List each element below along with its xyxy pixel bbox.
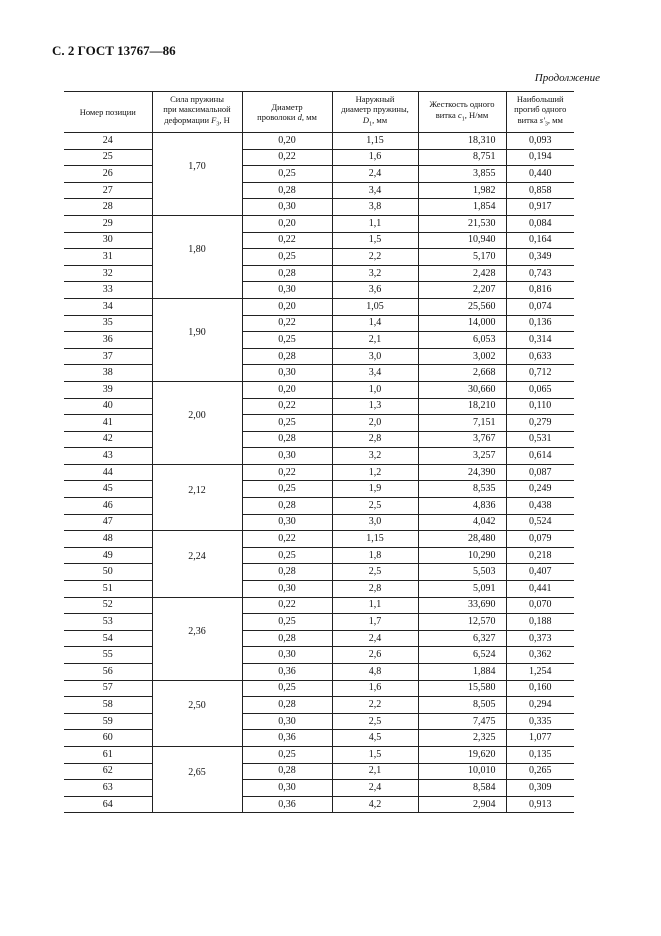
- coil-stiffness-cell: 3,855: [418, 166, 506, 183]
- coil-stiffness-cell: 5,170: [418, 249, 506, 266]
- coil-stiffness-cell: 10,010: [418, 763, 506, 780]
- coil-stiffness-cell: 14,000: [418, 315, 506, 332]
- outer-diameter-cell: 1,5: [332, 232, 418, 249]
- table-row: [64, 796, 574, 813]
- wire-diameter-cell: 0,36: [242, 796, 332, 813]
- max-deflection-cell: 0,816: [506, 282, 574, 299]
- coil-stiffness-cell: 10,940: [418, 232, 506, 249]
- outer-diameter-cell: 1,8: [332, 547, 418, 564]
- position-number-cell: 60: [64, 730, 152, 747]
- wire-diameter-cell: 0,20: [242, 133, 332, 150]
- table-row: [64, 680, 574, 697]
- table-row: [64, 415, 574, 432]
- wire-diameter-cell: 0,25: [242, 249, 332, 266]
- header-position-number: Номер позиции: [64, 92, 152, 133]
- max-deflection-cell: 0,070: [506, 597, 574, 614]
- position-number-cell: 28: [64, 199, 152, 216]
- spring-force-cell: 2,36: [152, 597, 242, 680]
- coil-stiffness-cell: 1,854: [418, 199, 506, 216]
- max-deflection-cell: 0,373: [506, 630, 574, 647]
- max-deflection-cell: 0,194: [506, 149, 574, 166]
- outer-diameter-cell: 2,5: [332, 713, 418, 730]
- max-deflection-cell: 0,314: [506, 332, 574, 349]
- coil-stiffness-cell: 28,480: [418, 531, 506, 548]
- table-row: [64, 265, 574, 282]
- outer-diameter-cell: 2,8: [332, 431, 418, 448]
- coil-stiffness-cell: 8,535: [418, 481, 506, 498]
- position-number-cell: 54: [64, 630, 152, 647]
- header-wire-diameter: Диаметр проволоки d, мм: [242, 92, 332, 133]
- table-row: [64, 630, 574, 647]
- position-number-cell: 26: [64, 166, 152, 183]
- coil-stiffness-cell: 33,690: [418, 597, 506, 614]
- outer-diameter-cell: 3,2: [332, 448, 418, 465]
- max-deflection-cell: 1,254: [506, 664, 574, 681]
- max-deflection-cell: 0,079: [506, 531, 574, 548]
- coil-stiffness-cell: 3,002: [418, 348, 506, 365]
- position-number-cell: 59: [64, 713, 152, 730]
- max-deflection-cell: 0,633: [506, 348, 574, 365]
- header-outer-diameter: Наружный диаметр пружины, $D_1$, мм: [332, 92, 418, 133]
- wire-diameter-cell: 0,28: [242, 564, 332, 581]
- outer-diameter-cell: 2,0: [332, 415, 418, 432]
- max-deflection-cell: 0,135: [506, 746, 574, 763]
- coil-stiffness-cell: 18,310: [418, 133, 506, 150]
- table-row: [64, 514, 574, 531]
- position-number-cell: 27: [64, 182, 152, 199]
- table-row: [64, 481, 574, 498]
- position-number-cell: 25: [64, 149, 152, 166]
- continuation-label: Продолжение: [534, 72, 600, 84]
- wire-diameter-cell: 0,25: [242, 415, 332, 432]
- wire-diameter-cell: 0,28: [242, 697, 332, 714]
- table-row: [64, 581, 574, 598]
- wire-diameter-cell: 0,36: [242, 730, 332, 747]
- wire-diameter-cell: 0,22: [242, 398, 332, 415]
- outer-diameter-cell: 1,4: [332, 315, 418, 332]
- outer-diameter-cell: 1,0: [332, 381, 418, 398]
- coil-stiffness-cell: 10,290: [418, 547, 506, 564]
- table-row: [64, 348, 574, 365]
- spring-force-cell: 1,90: [152, 298, 242, 381]
- outer-diameter-cell: 1,9: [332, 481, 418, 498]
- coil-stiffness-cell: 6,524: [418, 647, 506, 664]
- wire-diameter-cell: 0,30: [242, 713, 332, 730]
- table-row: [64, 498, 574, 515]
- max-deflection-cell: 0,531: [506, 431, 574, 448]
- position-number-cell: 64: [64, 796, 152, 813]
- spring-force-cell: 1,70: [152, 133, 242, 216]
- outer-diameter-cell: 1,05: [332, 298, 418, 315]
- max-deflection-cell: 0,441: [506, 581, 574, 598]
- coil-stiffness-cell: 7,151: [418, 415, 506, 432]
- table-row: [64, 730, 574, 747]
- max-deflection-cell: 0,913: [506, 796, 574, 813]
- position-number-cell: 31: [64, 249, 152, 266]
- coil-stiffness-cell: 25,560: [418, 298, 506, 315]
- table-row: [64, 133, 574, 150]
- max-deflection-cell: 0,110: [506, 398, 574, 415]
- coil-stiffness-cell: 15,580: [418, 680, 506, 697]
- outer-diameter-cell: 2,2: [332, 697, 418, 714]
- coil-stiffness-cell: 3,767: [418, 431, 506, 448]
- max-deflection-cell: 0,438: [506, 498, 574, 515]
- header-max-deflection: Наибольший прогиб одного витка $s'_3$, мм: [506, 92, 574, 133]
- wire-diameter-cell: 0,25: [242, 166, 332, 183]
- wire-diameter-cell: 0,28: [242, 265, 332, 282]
- table-row: [64, 431, 574, 448]
- max-deflection-cell: 0,084: [506, 215, 574, 232]
- wire-diameter-cell: 0,20: [242, 381, 332, 398]
- table-row: [64, 780, 574, 797]
- coil-stiffness-cell: 2,428: [418, 265, 506, 282]
- outer-diameter-cell: 2,8: [332, 581, 418, 598]
- outer-diameter-cell: 3,2: [332, 265, 418, 282]
- wire-diameter-cell: 0,30: [242, 282, 332, 299]
- max-deflection-cell: 0,249: [506, 481, 574, 498]
- spring-force-cell: 2,00: [152, 381, 242, 464]
- outer-diameter-cell: 2,4: [332, 780, 418, 797]
- max-deflection-cell: 0,309: [506, 780, 574, 797]
- spring-force-cell: 2,24: [152, 531, 242, 597]
- outer-diameter-cell: 4,8: [332, 664, 418, 681]
- outer-diameter-cell: 1,15: [332, 133, 418, 150]
- position-number-cell: 34: [64, 298, 152, 315]
- coil-stiffness-cell: 1,982: [418, 182, 506, 199]
- wire-diameter-cell: 0,22: [242, 464, 332, 481]
- coil-stiffness-cell: 7,475: [418, 713, 506, 730]
- table-row: [64, 597, 574, 614]
- max-deflection-cell: 0,087: [506, 464, 574, 481]
- coil-stiffness-cell: 12,570: [418, 614, 506, 631]
- coil-stiffness-cell: 24,390: [418, 464, 506, 481]
- coil-stiffness-cell: 30,660: [418, 381, 506, 398]
- position-number-cell: 52: [64, 597, 152, 614]
- max-deflection-cell: 0,917: [506, 199, 574, 216]
- table-row: [64, 464, 574, 481]
- position-number-cell: 45: [64, 481, 152, 498]
- outer-diameter-cell: 1,2: [332, 464, 418, 481]
- wire-diameter-cell: 0,30: [242, 647, 332, 664]
- table-row: [64, 763, 574, 780]
- wire-diameter-cell: 0,25: [242, 746, 332, 763]
- position-number-cell: 42: [64, 431, 152, 448]
- outer-diameter-cell: 2,5: [332, 498, 418, 515]
- wire-diameter-cell: 0,30: [242, 581, 332, 598]
- position-number-cell: 44: [64, 464, 152, 481]
- max-deflection-cell: 0,524: [506, 514, 574, 531]
- max-deflection-cell: 0,743: [506, 265, 574, 282]
- coil-stiffness-cell: 8,505: [418, 697, 506, 714]
- table-row: [64, 713, 574, 730]
- wire-diameter-cell: 0,25: [242, 332, 332, 349]
- outer-diameter-cell: 3,0: [332, 514, 418, 531]
- table-row: [64, 149, 574, 166]
- position-number-cell: 37: [64, 348, 152, 365]
- wire-diameter-cell: 0,25: [242, 614, 332, 631]
- outer-diameter-cell: 3,4: [332, 182, 418, 199]
- wire-diameter-cell: 0,28: [242, 348, 332, 365]
- position-number-cell: 32: [64, 265, 152, 282]
- table-row: [64, 315, 574, 332]
- outer-diameter-cell: 4,2: [332, 796, 418, 813]
- outer-diameter-cell: 2,2: [332, 249, 418, 266]
- max-deflection-cell: 0,093: [506, 133, 574, 150]
- position-number-cell: 29: [64, 215, 152, 232]
- table-body: [64, 133, 574, 813]
- outer-diameter-cell: 3,6: [332, 282, 418, 299]
- max-deflection-cell: 1,077: [506, 730, 574, 747]
- max-deflection-cell: 0,160: [506, 680, 574, 697]
- position-number-cell: 55: [64, 647, 152, 664]
- coil-stiffness-cell: 6,053: [418, 332, 506, 349]
- wire-diameter-cell: 0,28: [242, 763, 332, 780]
- outer-diameter-cell: 1,6: [332, 149, 418, 166]
- table-row: [64, 249, 574, 266]
- outer-diameter-cell: 3,8: [332, 199, 418, 216]
- wire-diameter-cell: 0,20: [242, 298, 332, 315]
- wire-diameter-cell: 0,30: [242, 365, 332, 382]
- table-row: [64, 365, 574, 382]
- wire-diameter-cell: 0,22: [242, 597, 332, 614]
- outer-diameter-cell: 2,4: [332, 630, 418, 647]
- outer-diameter-cell: 2,6: [332, 647, 418, 664]
- position-number-cell: 49: [64, 547, 152, 564]
- outer-diameter-cell: 3,4: [332, 365, 418, 382]
- position-number-cell: 36: [64, 332, 152, 349]
- outer-diameter-cell: 3,0: [332, 348, 418, 365]
- spring-force-cell: 2,65: [152, 746, 242, 812]
- coil-stiffness-cell: 3,257: [418, 448, 506, 465]
- table-row: [64, 215, 574, 232]
- position-number-cell: 57: [64, 680, 152, 697]
- spring-force-cell: 1,80: [152, 215, 242, 298]
- table-row: [64, 547, 574, 564]
- outer-diameter-cell: 2,1: [332, 332, 418, 349]
- outer-diameter-cell: 2,5: [332, 564, 418, 581]
- wire-diameter-cell: 0,28: [242, 630, 332, 647]
- max-deflection-cell: 0,074: [506, 298, 574, 315]
- coil-stiffness-cell: 4,042: [418, 514, 506, 531]
- position-number-cell: 46: [64, 498, 152, 515]
- position-number-cell: 24: [64, 133, 152, 150]
- coil-stiffness-cell: 2,207: [418, 282, 506, 299]
- outer-diameter-cell: 1,1: [332, 215, 418, 232]
- position-number-cell: 40: [64, 398, 152, 415]
- outer-diameter-cell: 1,6: [332, 680, 418, 697]
- table-row: [64, 697, 574, 714]
- position-number-cell: 53: [64, 614, 152, 631]
- wire-diameter-cell: 0,28: [242, 431, 332, 448]
- max-deflection-cell: 0,440: [506, 166, 574, 183]
- max-deflection-cell: 0,407: [506, 564, 574, 581]
- coil-stiffness-cell: 19,620: [418, 746, 506, 763]
- position-number-cell: 41: [64, 415, 152, 432]
- position-number-cell: 63: [64, 780, 152, 797]
- coil-stiffness-cell: 1,884: [418, 664, 506, 681]
- position-number-cell: 51: [64, 581, 152, 598]
- spring-force-cell: 2,50: [152, 680, 242, 746]
- max-deflection-cell: 0,065: [506, 381, 574, 398]
- table-row: [64, 199, 574, 216]
- wire-diameter-cell: 0,28: [242, 182, 332, 199]
- max-deflection-cell: 0,279: [506, 415, 574, 432]
- spring-force-cell: 2,12: [152, 464, 242, 530]
- table-row: [64, 746, 574, 763]
- max-deflection-cell: 0,335: [506, 713, 574, 730]
- wire-diameter-cell: 0,30: [242, 448, 332, 465]
- max-deflection-cell: 0,294: [506, 697, 574, 714]
- position-number-cell: 33: [64, 282, 152, 299]
- table-row: [64, 298, 574, 315]
- coil-stiffness-cell: 6,327: [418, 630, 506, 647]
- max-deflection-cell: 0,218: [506, 547, 574, 564]
- position-number-cell: 48: [64, 531, 152, 548]
- table-row: [64, 398, 574, 415]
- outer-diameter-cell: 4,5: [332, 730, 418, 747]
- max-deflection-cell: 0,614: [506, 448, 574, 465]
- max-deflection-cell: 0,362: [506, 647, 574, 664]
- wire-diameter-cell: 0,36: [242, 664, 332, 681]
- table-row: [64, 614, 574, 631]
- table-row: [64, 531, 574, 548]
- coil-stiffness-cell: 2,668: [418, 365, 506, 382]
- max-deflection-cell: 0,164: [506, 232, 574, 249]
- coil-stiffness-cell: 21,530: [418, 215, 506, 232]
- wire-diameter-cell: 0,25: [242, 547, 332, 564]
- wire-diameter-cell: 0,22: [242, 232, 332, 249]
- position-number-cell: 39: [64, 381, 152, 398]
- table-row: [64, 381, 574, 398]
- max-deflection-cell: 0,265: [506, 763, 574, 780]
- position-number-cell: 61: [64, 746, 152, 763]
- coil-stiffness-cell: 8,751: [418, 149, 506, 166]
- table-row: [64, 332, 574, 349]
- wire-diameter-cell: 0,28: [242, 498, 332, 515]
- position-number-cell: 50: [64, 564, 152, 581]
- position-number-cell: 38: [64, 365, 152, 382]
- table-header-row: [64, 92, 574, 133]
- coil-stiffness-cell: 5,091: [418, 581, 506, 598]
- outer-diameter-cell: 2,4: [332, 166, 418, 183]
- position-number-cell: 35: [64, 315, 152, 332]
- wire-diameter-cell: 0,22: [242, 315, 332, 332]
- table-row: [64, 647, 574, 664]
- max-deflection-cell: 0,349: [506, 249, 574, 266]
- outer-diameter-cell: 2,1: [332, 763, 418, 780]
- max-deflection-cell: 0,136: [506, 315, 574, 332]
- coil-stiffness-cell: 4,836: [418, 498, 506, 515]
- header-coil-stiffness: Жесткость одного витка $c_1$, Н/мм: [418, 92, 506, 133]
- coil-stiffness-cell: 2,904: [418, 796, 506, 813]
- table-row: [64, 564, 574, 581]
- position-number-cell: 43: [64, 448, 152, 465]
- coil-stiffness-cell: 8,584: [418, 780, 506, 797]
- coil-stiffness-cell: 18,210: [418, 398, 506, 415]
- max-deflection-cell: 0,712: [506, 365, 574, 382]
- table-row: [64, 664, 574, 681]
- outer-diameter-cell: 1,5: [332, 746, 418, 763]
- wire-diameter-cell: 0,30: [242, 514, 332, 531]
- position-number-cell: 62: [64, 763, 152, 780]
- table-row: [64, 282, 574, 299]
- table-row: [64, 182, 574, 199]
- max-deflection-cell: 0,858: [506, 182, 574, 199]
- table-row: [64, 166, 574, 183]
- coil-stiffness-cell: 5,503: [418, 564, 506, 581]
- position-number-cell: 47: [64, 514, 152, 531]
- max-deflection-cell: 0,188: [506, 614, 574, 631]
- position-number-cell: 56: [64, 664, 152, 681]
- outer-diameter-cell: 1,1: [332, 597, 418, 614]
- wire-diameter-cell: 0,30: [242, 780, 332, 797]
- wire-diameter-cell: 0,25: [242, 680, 332, 697]
- spring-data-table: [64, 91, 574, 813]
- outer-diameter-cell: 1,15: [332, 531, 418, 548]
- table-row: [64, 232, 574, 249]
- position-number-cell: 58: [64, 697, 152, 714]
- coil-stiffness-cell: 2,325: [418, 730, 506, 747]
- wire-diameter-cell: 0,22: [242, 531, 332, 548]
- position-number-cell: 30: [64, 232, 152, 249]
- outer-diameter-cell: 1,3: [332, 398, 418, 415]
- page-header: С. 2 ГОСТ 13767—86: [52, 43, 176, 58]
- wire-diameter-cell: 0,22: [242, 149, 332, 166]
- outer-diameter-cell: 1,7: [332, 614, 418, 631]
- wire-diameter-cell: 0,20: [242, 215, 332, 232]
- table-row: [64, 448, 574, 465]
- header-spring-force: Сила пружины при максимальной деформации $F_3$, Н: [152, 92, 242, 133]
- wire-diameter-cell: 0,25: [242, 481, 332, 498]
- wire-diameter-cell: 0,30: [242, 199, 332, 216]
